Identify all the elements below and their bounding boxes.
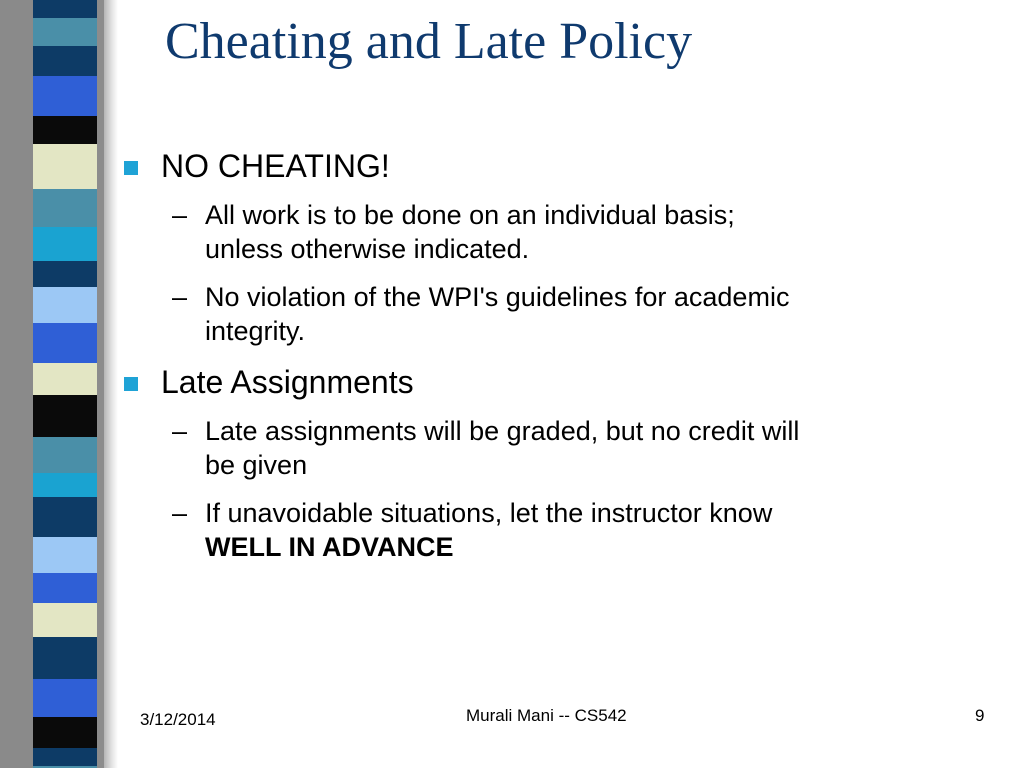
stripe-cell <box>0 603 33 637</box>
stripe-band <box>0 717 104 748</box>
sub-bullet-line: integrity. <box>205 316 306 346</box>
stripe-cell <box>33 473 97 497</box>
stripe-cell <box>33 437 97 473</box>
stripe-cell <box>0 473 33 497</box>
stripe-band <box>0 603 104 637</box>
bullet-text: Late Assignments <box>161 364 414 400</box>
sub-bullet-line: No violation of the WPI's guidelines for academic <box>205 282 790 312</box>
stripe-band <box>0 116 104 144</box>
stripe-cell <box>0 18 33 46</box>
stripe-cell <box>97 189 104 227</box>
stripe-cell <box>97 144 104 189</box>
stripe-cell <box>97 261 104 287</box>
stripe-cell <box>33 395 97 437</box>
stripe-cell <box>33 323 97 363</box>
stripe-cell <box>0 537 33 573</box>
slide-title: Cheating and Late Policy <box>165 13 693 70</box>
stripe-cell <box>97 573 104 603</box>
stripe-cell <box>33 46 97 76</box>
stripe-band <box>0 437 104 473</box>
stripe-band <box>0 227 104 261</box>
sub-bullet-line: If unavoidable situations, let the instructor know <box>205 498 773 528</box>
sub-bullet-line: All work is to be done on an individual basis; <box>205 200 735 230</box>
stripe-cell <box>97 227 104 261</box>
stripe-cell <box>33 189 97 227</box>
stripe-cell <box>33 537 97 573</box>
dash-bullet-icon: – <box>172 200 188 230</box>
stripe-band <box>0 189 104 227</box>
stripe-cell <box>33 637 97 679</box>
stripe-cell <box>0 46 33 76</box>
stripe-cell <box>97 497 104 537</box>
square-bullet-icon <box>124 377 138 391</box>
stripe-cell <box>97 76 104 116</box>
stripe-cell <box>33 679 97 717</box>
stripe-cell <box>97 395 104 437</box>
stripe-cell <box>0 189 33 227</box>
stripe-cell <box>0 637 33 679</box>
dash-bullet-icon: – <box>172 282 188 312</box>
footer-page-number: 9 <box>975 706 985 725</box>
stripe-cell <box>0 363 33 395</box>
stripe-cell <box>0 717 33 748</box>
stripe-cell <box>97 748 104 766</box>
stripe-band <box>0 637 104 679</box>
stripe-cell <box>97 46 104 76</box>
stripe-band <box>0 497 104 537</box>
stripe-cell <box>97 18 104 46</box>
stripe-cell <box>33 748 97 766</box>
bullet-text: NO CHEATING! <box>161 148 390 184</box>
stripe-cell <box>97 323 104 363</box>
stripe-band <box>0 0 104 18</box>
stripe-cell <box>0 116 33 144</box>
stripe-cell <box>0 0 33 18</box>
footer-date: 3/12/2014 <box>140 710 216 729</box>
stripe-cell <box>97 363 104 395</box>
sub-bullet-line: Late assignments will be graded, but no credit will <box>205 416 800 446</box>
stripe-band <box>0 395 104 437</box>
stripe-cell <box>0 287 33 323</box>
stripe-cell <box>97 0 104 18</box>
stripe-band <box>0 287 104 323</box>
stripe-cell <box>33 18 97 46</box>
stripe-cell <box>33 76 97 116</box>
emphasis-text: WELL IN ADVANCE <box>205 532 454 562</box>
stripe-cell <box>97 637 104 679</box>
sub-bullet-line: be given <box>205 450 308 480</box>
stripe-cell <box>97 537 104 573</box>
stripe-cell <box>0 323 33 363</box>
stripe-cell <box>0 144 33 189</box>
stripe-cell <box>0 748 33 766</box>
stripe-band <box>0 323 104 363</box>
stripe-cell <box>97 437 104 473</box>
stripe-cell <box>33 261 97 287</box>
footer-author: Murali Mani -- CS542 <box>466 706 627 725</box>
stripe-band <box>0 573 104 603</box>
stripe-band <box>0 473 104 497</box>
stripe-cell <box>33 573 97 603</box>
stripe-cell <box>0 76 33 116</box>
stripe-band <box>0 46 104 76</box>
stripe-cell <box>33 603 97 637</box>
stripe-band <box>0 679 104 717</box>
stripe-cell <box>33 0 97 18</box>
stripe-cell <box>97 717 104 748</box>
stripe-cell <box>0 261 33 287</box>
stripe-cell <box>97 679 104 717</box>
stripe-cell <box>0 573 33 603</box>
stripe-cell <box>33 116 97 144</box>
stripe-cell <box>33 717 97 748</box>
dash-bullet-icon: – <box>172 416 188 446</box>
stripe-cell <box>97 603 104 637</box>
stripe-cell <box>97 287 104 323</box>
stripe-cell <box>33 227 97 261</box>
stripe-shadow <box>104 0 118 768</box>
stripe-cell <box>0 497 33 537</box>
dash-bullet-icon: – <box>172 498 188 528</box>
stripe-cell <box>33 363 97 395</box>
stripe-band <box>0 18 104 46</box>
decorative-stripe <box>0 0 118 768</box>
stripe-cell <box>33 497 97 537</box>
stripe-cell <box>0 437 33 473</box>
stripe-band <box>0 363 104 395</box>
stripe-cell <box>97 116 104 144</box>
stripe-cell <box>0 227 33 261</box>
stripe-band <box>0 261 104 287</box>
square-bullet-icon <box>124 161 138 175</box>
stripe-cell <box>33 144 97 189</box>
stripe-band <box>0 76 104 116</box>
stripe-cell <box>33 287 97 323</box>
stripe-cell <box>97 473 104 497</box>
stripe-cell <box>0 679 33 717</box>
stripe-band <box>0 748 104 766</box>
sub-bullet-line: unless otherwise indicated. <box>205 234 530 264</box>
stripe-cell <box>0 395 33 437</box>
stripe-band <box>0 537 104 573</box>
stripe-band <box>0 144 104 189</box>
